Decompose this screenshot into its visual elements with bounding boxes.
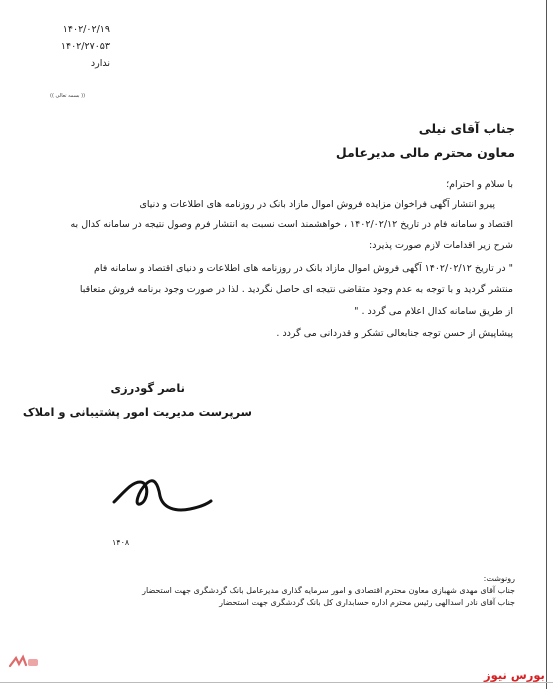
letter-number: ۱۴۰۲/۲۷۰۵۳ bbox=[60, 41, 110, 52]
letter-date: ۱۴۰۲/۰۲/۱۹ bbox=[62, 24, 110, 35]
page-bottom-border bbox=[0, 682, 553, 683]
cc-line: جناب آقای نادر اسدالهی رئیس محترم اداره حسابداری کل بانک گردشگری جهت استحضار bbox=[219, 598, 515, 607]
body-line: اقتصاد و سامانه فام در تاریخ ۱۴۰۲/۰۲/۱۲ ، خواهشمند است نسبت به انتشار فرم وصول نتیجه در سامانه کدال به bbox=[70, 219, 513, 230]
body-line: " در تاریخ ۱۴۰۲/۰۲/۱۲ آگهی فروش اموال مازاد بانک در روزنامه های اطلاعات و دنیای اقتصاد و سامانه فام bbox=[94, 263, 513, 274]
recipient-title: معاون محترم مالی مدیرعامل bbox=[335, 145, 515, 160]
page-right-border bbox=[546, 0, 547, 689]
brand-watermark: بورس نیوز bbox=[484, 668, 545, 682]
recipient-name: جناب آقای نیلی bbox=[418, 121, 515, 136]
body-line: پیشاپیش از حسن توجه جنابعالی تشکر و قدردانی می گردد . bbox=[276, 328, 513, 339]
body-line: از طریق سامانه کدال اعلام می گردد . " bbox=[354, 306, 513, 317]
signer-name: ناصر گودرزی bbox=[110, 381, 185, 395]
news-logo-icon bbox=[8, 654, 40, 670]
cc-line: جناب آقای مهدی شهبازی معاون محترم اقتصادی و امور سرمایه گذاری مدیرعامل بانک گردشگری جهت استحضار bbox=[142, 586, 515, 595]
body-line: پیرو انتشار آگهی فراخوان مزایده فروش اموال مازاد بانک در روزنامه های اطلاعات و دنیای bbox=[139, 199, 495, 210]
body-line: شرح زیر اقدامات لازم صورت پذیرد: bbox=[369, 240, 513, 251]
stamp-code: ۱۴۰۸ bbox=[112, 538, 130, 547]
body-line: منتشر گردید و با توجه به عدم وجود متقاضی نتیجه ای حاصل نگردید . لذا در صورت وجود برنامه فروش متعاقبا bbox=[79, 284, 513, 295]
signature-mark bbox=[110, 462, 215, 524]
basmala-header: (( بسمه تعالی )) bbox=[50, 93, 86, 99]
cc-label: رونوشت: bbox=[483, 574, 515, 583]
letter-attachment: ندارد bbox=[90, 58, 110, 69]
signer-title: سرپرست مدیریت امور پشتیبانی و املاک bbox=[22, 405, 252, 419]
greeting: با سلام و احترام؛ bbox=[446, 179, 513, 190]
